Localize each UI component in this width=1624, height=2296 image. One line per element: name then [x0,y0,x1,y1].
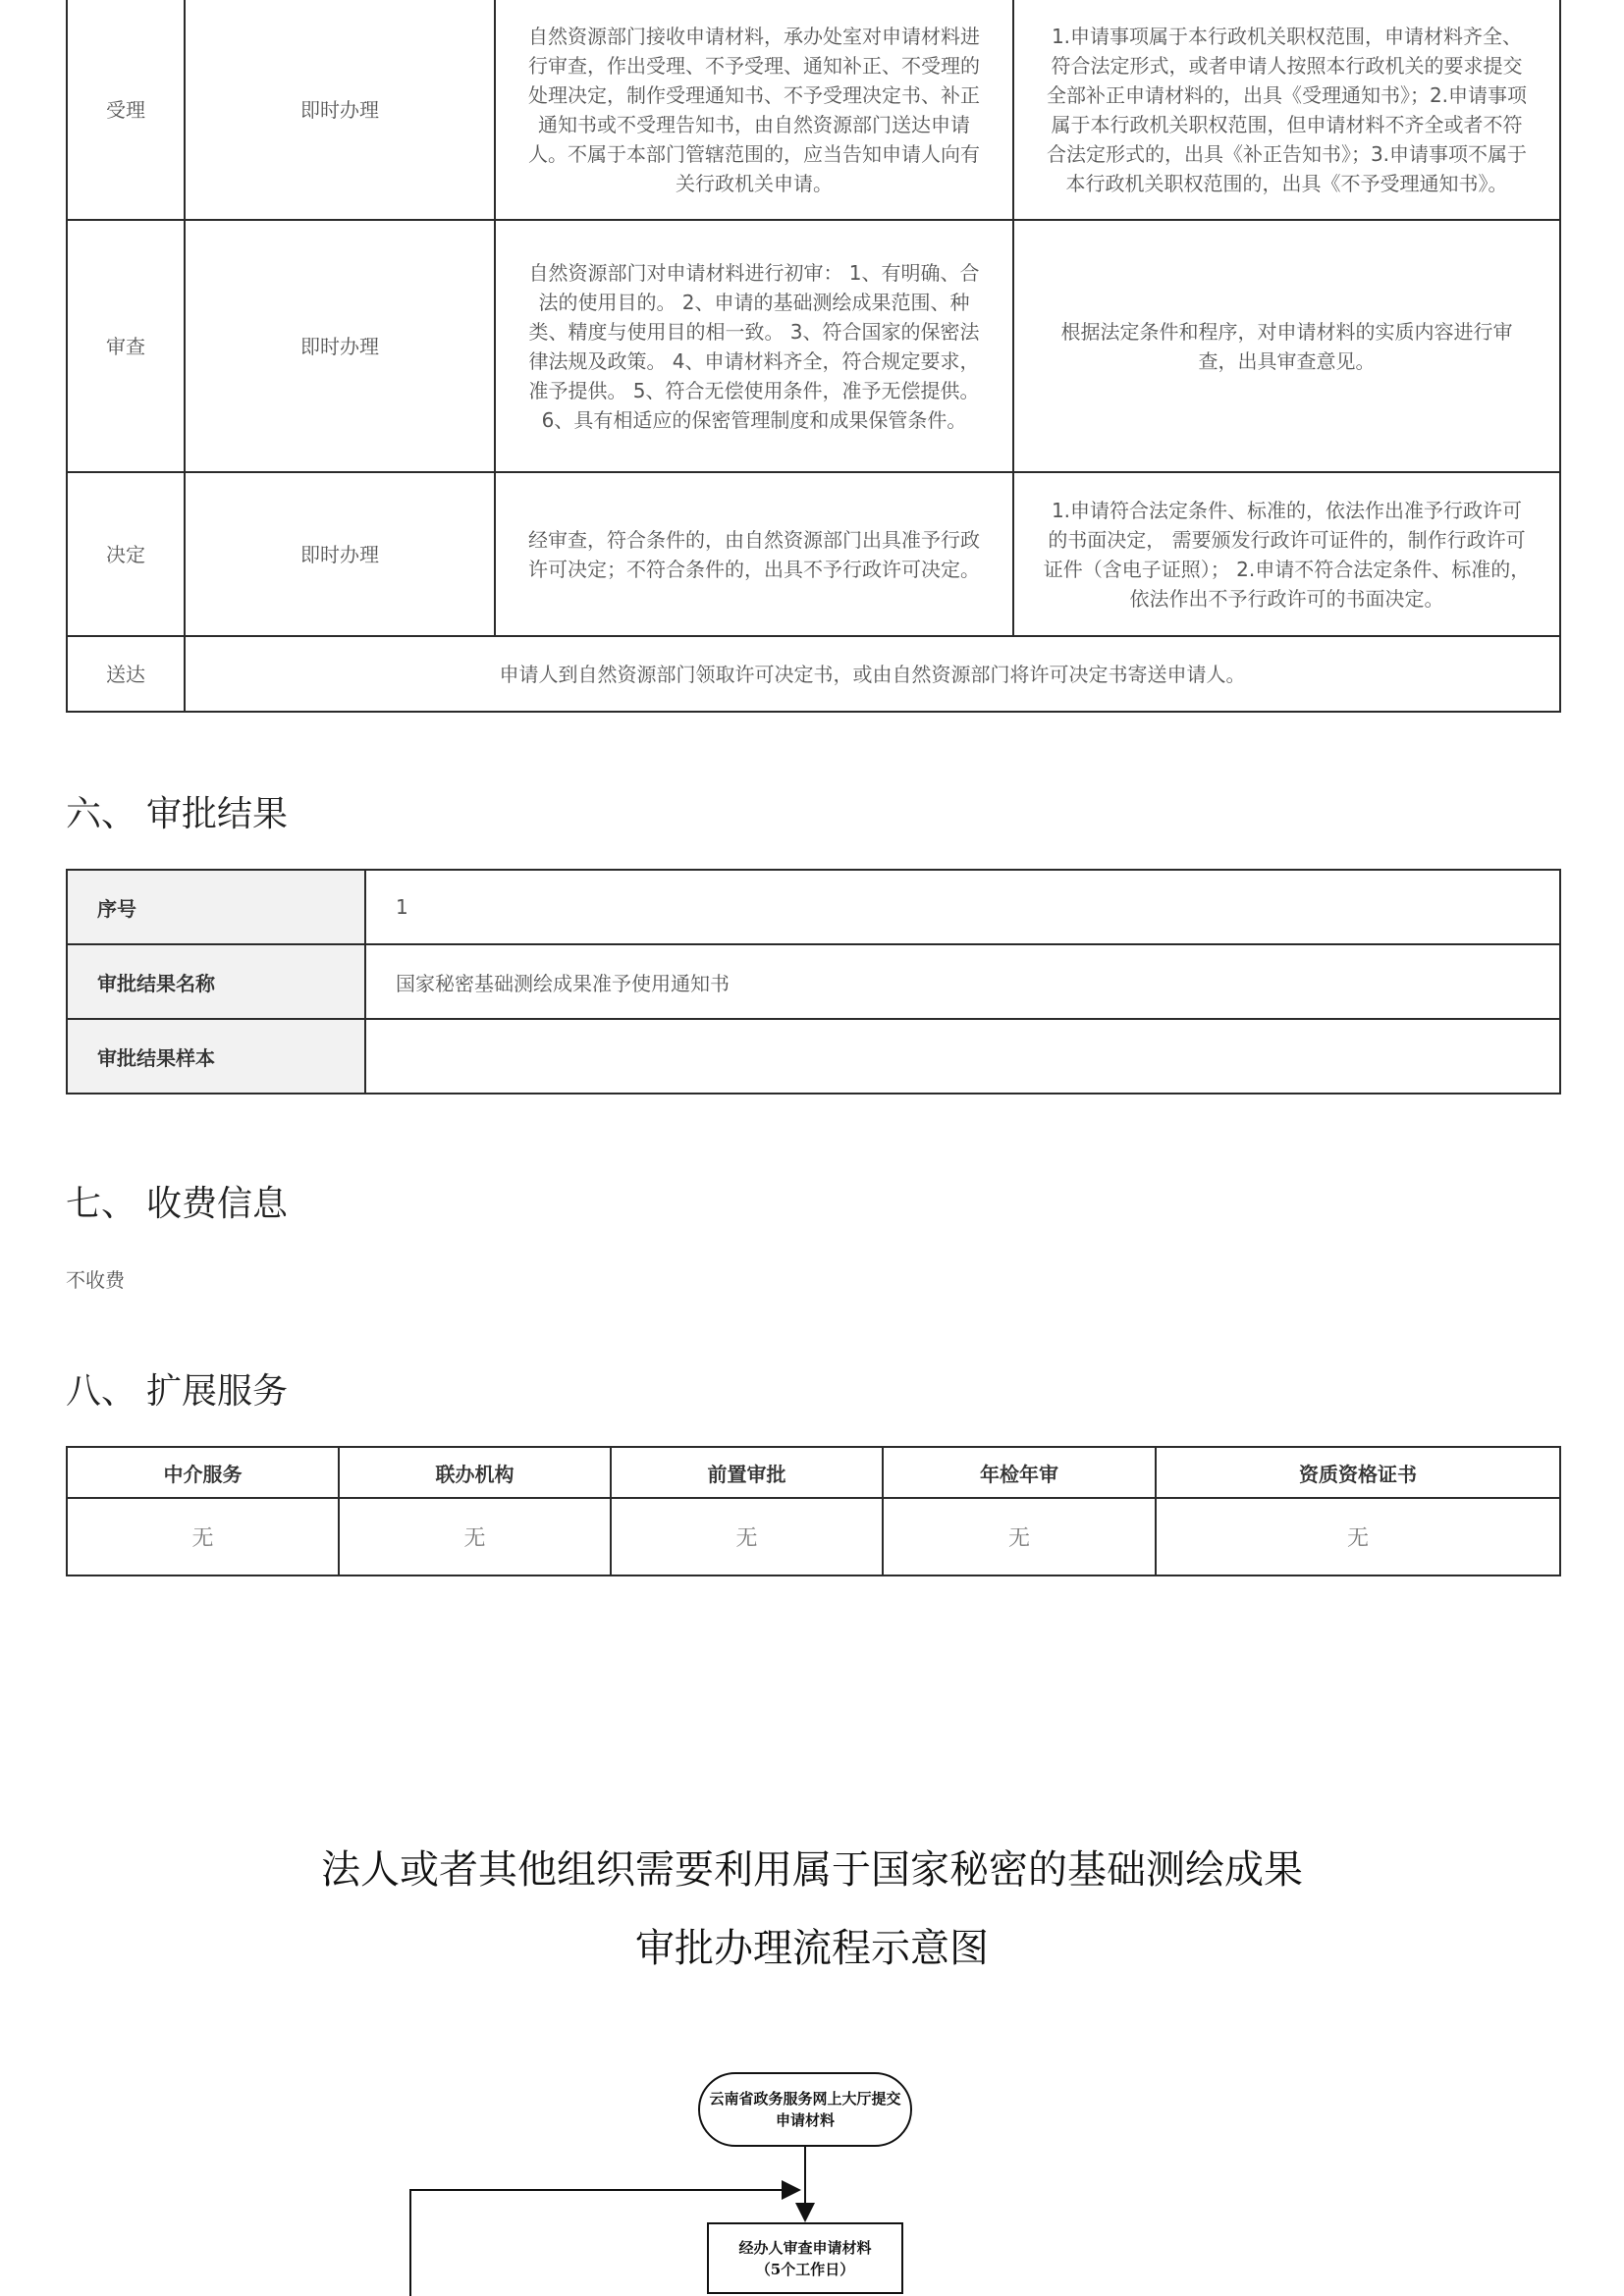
standard-cell: 1.申请事项属于本行政机关职权范围，申请材料齐全、符合法定形式，或者申请人按照本行政机关的要求提交全部补正申请材料的，出具《受理通知书》；2.申请事项属于本行政机关职权范围，但申请材料不齐全或者不符合法定形式的，出具《补正告知书》；3.申请事项不属于本行政机关职权范围的，出具《不予受理通知书》。 [1013,0,1560,220]
delivery-content-cell: 申请人到自然资源部门领取许可决定书，或由自然资源部门将许可决定书寄送申请人。 [185,636,1560,712]
extended-services-table [66,1446,1561,1576]
row-label: 审批结果名称 [67,944,365,1019]
table-row [67,472,1560,636]
stage-cell: 审查 [67,220,185,472]
table-row [67,870,1560,944]
node-text: （5个工作日） [755,2260,855,2278]
row-value: 国家秘密基础测绘成果准予使用通知书 [365,944,1560,1019]
table-row [67,0,1560,220]
table-cell: 无 [883,1498,1156,1575]
node-text: 申请材料 [775,2111,835,2129]
section-heading-fee-info [66,1185,288,1224]
time-cell: 即时办理 [185,220,495,472]
table-row [67,1019,1560,1094]
column-header: 前置审批 [611,1447,883,1498]
content-cell: 自然资源部门接收申请材料，承办处室对申请材料进行审查，作出受理、不予受理、通知补正、不受理的处理决定，制作受理通知书、不予受理决定书、补正通知书或不受理告知书，由自然资源部门送达申请人。不属于本部门管辖范围的，应当告知申请人向有关行政机关申请。 [495,0,1013,220]
row-value: 1 [365,870,1560,944]
time-cell: 即时办理 [185,472,495,636]
table-cell: 无 [339,1498,611,1575]
fee-text: 不收费 [66,1268,125,1292]
standard-cell: 1.申请符合法定条件、标准的，依法作出准予行政许可的书面决定， 需要颁发行政许可证件的，制作行政许可证件（含电子证照）； 2.申请不符合法定条件、标准的，依法作出不予行政许可的书面决定。 [1013,472,1560,636]
process-table [66,0,1561,713]
section-number: 七、 [66,1184,137,1224]
stage-cell: 送达 [67,636,185,712]
table-row [67,944,1560,1019]
table-cell: 无 [1156,1498,1560,1575]
time-cell: 即时办理 [185,0,495,220]
stage-cell: 受理 [67,0,185,220]
table-row [67,636,1560,712]
row-label: 序号 [67,870,365,944]
table-cell: 无 [611,1498,883,1575]
column-header: 联办机构 [339,1447,611,1498]
node-text: 经办人审查申请材料 [738,2238,872,2257]
table-row [67,220,1560,472]
section-heading-extended-services [66,1372,288,1412]
table-cell: 无 [67,1498,339,1575]
column-header: 资质资格证书 [1156,1447,1560,1498]
table-row [67,1498,1560,1575]
flow-node-review-materials [707,2222,903,2294]
flowchart-subtitle: 审批办理流程示意图 [635,1926,989,1971]
standard-cell: 根据法定条件和程序，对申请材料的实质内容进行审查，出具审查意见。 [1013,220,1560,472]
stage-cell: 决定 [67,472,185,636]
section-title: 扩展服务 [146,1371,289,1412]
content-cell: 经审查，符合条件的，由自然资源部门出具准予行政许可决定；不符合条件的，出具不予行政许可决定。 [495,472,1013,636]
section-number: 六、 [66,794,137,834]
section-number: 八、 [66,1371,137,1412]
flowchart-title: 法人或者其他组织需要利用属于国家秘密的基础测绘成果 [321,1847,1303,1893]
column-header: 中介服务 [67,1447,339,1498]
table-header-row [67,1447,1560,1498]
section-heading-approval-result [66,795,288,834]
column-header: 年检年审 [883,1447,1156,1498]
section-title: 审批结果 [146,794,289,834]
section-title: 收费信息 [146,1184,289,1224]
row-label: 审批结果样本 [67,1019,365,1094]
node-text: 云南省政务服务网上大厅提交 [709,2090,901,2108]
row-value [365,1019,1560,1094]
flow-node-submit-application [698,2072,912,2147]
content-cell: 自然资源部门对申请材料进行初审： 1、有明确、合法的使用目的。 2、申请的基础测绘成果范围、种类、精度与使用目的相一致。 3、符合国家的保密法律法规及政策。 4、申请材料齐全，符合规定要求，准予提供。 5、符合无偿使用条件，准予无偿提供。 6、具有相适应的保密管理制度和成果保管条件。 [495,220,1013,472]
approval-result-table [66,869,1561,1095]
